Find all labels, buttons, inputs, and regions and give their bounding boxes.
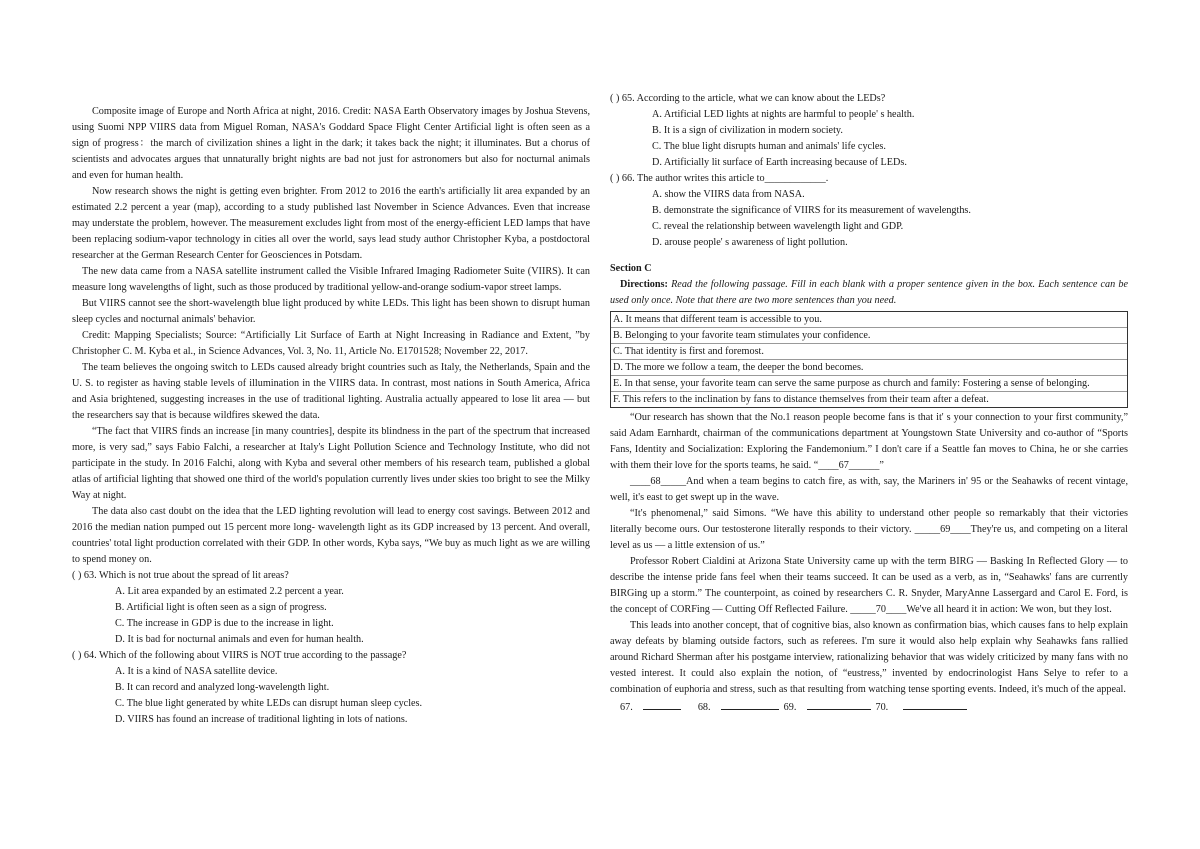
question-stem: ( ) 63. Which is not true about the spread of lit areas? [72, 570, 289, 581]
question-stem: ( ) 66. The author writes this article to____________. [610, 173, 829, 184]
box-item-c: C. That identity is first and foremost. [611, 344, 1127, 360]
question-option: C. The blue light disrupts human and animals' life cycles. [652, 141, 886, 152]
question-option: D. VIIRS has found an increase of traditional lighting in lots of nations. [115, 714, 408, 725]
question-option: B. It can record and analyzed long-wavelength light. [115, 682, 330, 693]
passage-c-paragraph-1: “Our research has shown that the No.1 reason people become fans is that it' s your connection to your first community,” said Adam Earnhardt, chairman of the communications department at Youngstown State University and co-author of “Sports Fans, Identity and Socialization: Exploring the Fandemonium.” I don't care if a Seattle fan moves to China, he or she carries with them their love for the sports teams, he said. “____67______” [610, 412, 1128, 471]
passage-paragraph-4: But VIIRS cannot see the short-wavelength blue light produced by white LEDs. This light has been shown to disrupt human sleep cycles and nocturnal animals' behavior. [72, 298, 590, 325]
question-option: A. Lit area expanded by an estimated 2.2 percent a year. [115, 586, 344, 597]
question-stem: ( ) 64. Which of the following about VIIRS is NOT true according to the passage? [72, 650, 407, 661]
answer-label-68: 68. [697, 702, 711, 713]
passage-paragraph-6: The team believes the ongoing switch to LEDs caused already bright countries such as Italy, the Netherlands, Spain and the U. S. to register as having stable levels of illumination in the VIIRS data. In contrast, most nations in South America, Africa and Asia brightened, suggesting increases in the use of traditional lighting. Australia actually appeared to lose lit area — but the researchers say that is because wildfires skewed the data. [72, 362, 590, 421]
question-option: D. It is bad for nocturnal animals and even for human health. [115, 634, 364, 645]
box-item-b: B. Belonging to your favorite team stimulates your confidence. [611, 328, 1127, 344]
left-column [72, 104, 590, 728]
passage-c-paragraph-5: This leads into another concept, that of cognitive bias, also known as confirmation bias, which causes fans to help explain away defeats by blaming outside factors, such as referees. I'm sure it would also help explain why Seahawks fans rallied around Richard Sherman after his postgame interview, rationalizing behavior that was widely criticized by many fans with no vested interest. It could also explain the notion, of “eustress,” invented by endocrinologist Hans Selye to refer to a combination of euphoria and stress, such as that resulting from watching tense sporting events. Indeed, it's much of the appeal. [610, 620, 1128, 695]
question-option: A. show the VIIRS data from NASA. [652, 189, 805, 200]
answer-label-70: 70. [875, 702, 889, 713]
answer-label-67: 67. [620, 702, 633, 713]
question-64 [72, 648, 590, 728]
directions-text: Read the following passage. Fill in each blank with a proper sentence given in the box. Each sentence can be used only once. Note that there are two more sentences than you need. [610, 279, 1128, 306]
answer-blank-68[interactable] [721, 698, 779, 710]
question-stem: ( ) 65. According to the article, what we can know about the LEDs? [610, 93, 886, 104]
question-66 [610, 171, 1128, 251]
question-option: A. It is a kind of NASA satellite device. [115, 666, 278, 677]
right-column [610, 91, 1128, 716]
passage-c-paragraph-4: Professor Robert Cialdini at Arizona State University came up with the term BIRG — Basking In Reflected Glory — to describe the intense pride fans feel when their teams succeed. It can be used as a verb, as in, “Seahawks' fans are currently BIRGing up a storm.” The counterpoint, as coined by researchers C. R. Snyder, MaryAnne Lassergard and Carol E. Ford, is the concept of CORFing — Cutting Off Reflected Failure. _____70____We've all heard it in action: We won, but they lost. [610, 556, 1128, 615]
question-option: C. The blue light generated by white LEDs can disrupt human sleep cycles. [115, 698, 423, 709]
question-option: B. It is a sign of civilization in modern society. [652, 125, 843, 136]
directions [610, 277, 1128, 309]
directions-label: Directions: [620, 279, 668, 290]
passage-paragraph-8: The data also cast doubt on the idea that the LED lighting revolution will lead to energy cost savings. Between 2012 and 2016 the median nation pumped out 15 percent more long- wavelength light as its GDP increased by 13 percent. And overall, countries' total light production correlated with their GDP. In other words, Kyba says, “We buy as much light as we are willing to spend money on. [72, 506, 590, 565]
answer-blank-69[interactable] [807, 698, 871, 710]
section-title: Section C [610, 263, 652, 274]
question-option: B. Artificial light is often seen as a sign of progress. [115, 602, 327, 613]
passage-c-paragraph-2: ____68_____And when a team begins to catch fire, as with, say, the Mariners in' 95 or the Seahawks of recent vintage, well, it's east to get swept up in the wave. [610, 476, 1128, 503]
question-65 [610, 91, 1128, 171]
box-item-a: A. It means that different team is accessible to you. [611, 312, 1127, 328]
question-63 [72, 568, 590, 648]
question-option: D. Artificially lit surface of Earth increasing because of LEDs. [652, 157, 907, 168]
answer-blank-70[interactable] [903, 698, 967, 710]
passage-paragraph-3: The new data came from a NASA satellite instrument called the Visible Infrared Imaging Radiometer Suite (VIIRS). It can measure long wavelengths of light, such as those produced by traditional yellow-and-orange sodium-vapor street lamps. [72, 266, 590, 293]
passage-paragraph-1: Composite image of Europe and North Africa at night, 2016. Credit: NASA Earth Observatory images by Joshua Stevens, using Suomi NPP VIIRS data from Miguel Roman, NASA's Goddard Space Flight Center Artificial light is often seen as a sign of progress：the march of civilization shines a light in the dark; it takes back the night; it illuminates. But a chorus of scientists and advocates argues that unnaturally bright nights are bad not just for astronomers but also for nocturnal animals and even for human health. [72, 106, 590, 181]
question-option: D. arouse people' s awareness of light pollution. [652, 237, 848, 248]
passage-paragraph-2: Now research shows the night is getting even brighter. From 2012 to 2016 the earth's artificially lit area expanded by an estimated 2.2 percent a year (map), according to a study published last November in Science Advances. Even that increase may understate the problem, however. The measurement excludes light from most of the energy-efficient LED lamps that have been replacing sodium-vapor technology in cities all over the world, says lead study author Christopher Kyba, a postdoctoral researcher at the German Research Center for Geosciences in Potsdam. [72, 186, 590, 261]
box-item-d: D. The more we follow a team, the deeper the bond becomes. [611, 360, 1127, 376]
sentence-box [610, 311, 1128, 408]
answer-line [610, 698, 1128, 716]
question-option: A. Artificial LED lights at nights are harmful to people' s health. [652, 109, 915, 120]
question-option: C. The increase in GDP is due to the increase in light. [115, 618, 334, 629]
answer-blank-67[interactable] [643, 698, 681, 710]
answer-label-69: 69. [783, 702, 797, 713]
question-option: C. reveal the relationship between wavelength light and GDP. [652, 221, 904, 232]
box-item-e: E. In that sense, your favorite team can serve the same purpose as church and family: Fostering a sense of belonging. [611, 376, 1127, 392]
passage-c-paragraph-3: “It's phenomenal,” said Simons. “We have this ability to understand other people so remarkably that their victories literally become ours. Our testosterone literally responds to their victory. _____69____They're us, and competing on a literal level as us — a little extension of us.” [610, 508, 1128, 551]
passage-paragraph-5: Credit: Mapping Specialists; Source: “Artificially Lit Surface of Earth at Night Increasing in Radiance and Extent, ”by Christopher C. M. Kyba et al., in Science Advances, Vol. 3, No. 11, Article No. E1701528; November 22, 2017. [72, 330, 590, 357]
box-item-f: F. This refers to the inclination by fans to distance themselves from their team after a defeat. [613, 394, 989, 405]
passage-paragraph-7: “The fact that VIIRS finds an increase [in many countries], despite its blindness in the part of the spectrum that increased more, is very sad,” says Fabio Falchi, a researcher at Italy's Light Pollution Science and Technology Institute, who did not participate in the study. In 2016 Falchi, along with Kyba and several other members of his research team, published a global atlas of artificial lighting that showed one third of the world's population currently lives under skies too bright to see the Milky Way at night. [72, 426, 590, 501]
question-option: B. demonstrate the significance of VIIRS for its measurement of wavelengths. [652, 205, 971, 216]
